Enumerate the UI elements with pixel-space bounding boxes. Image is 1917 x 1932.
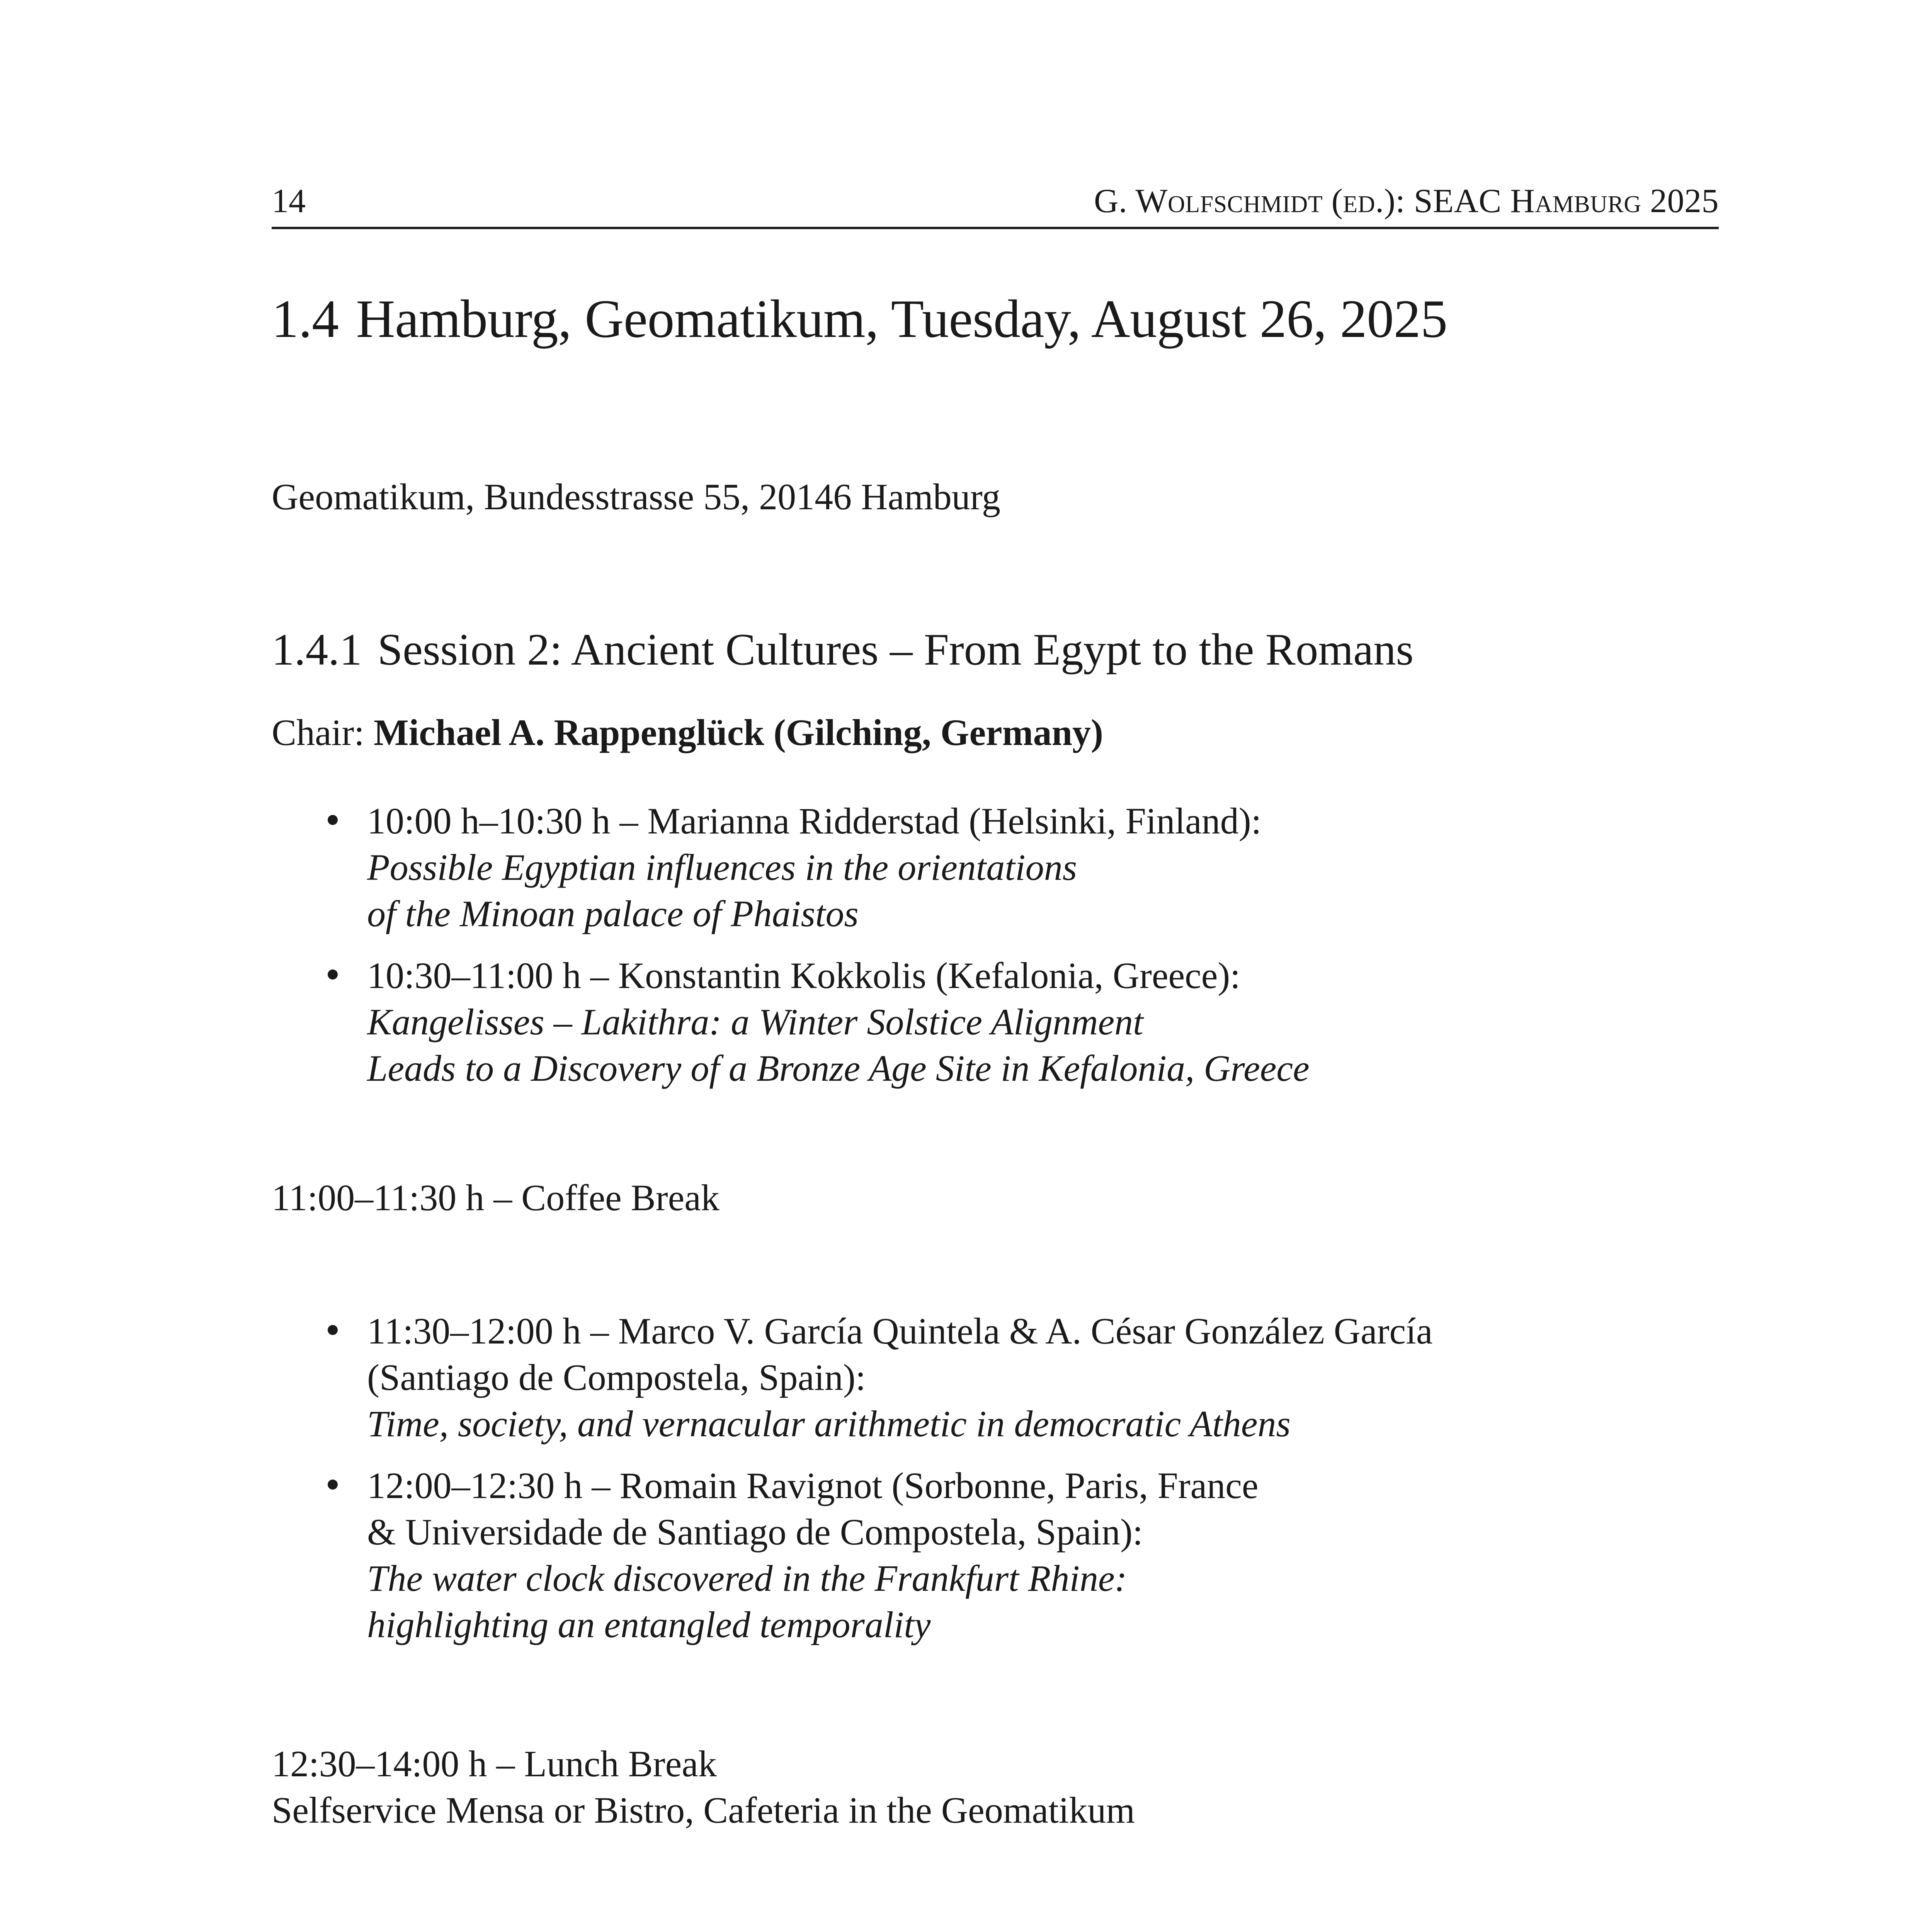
lunch-break-time: 12:30–14:00 h – Lunch Break	[272, 1743, 717, 1784]
subsection-title: Session 2: Ancient Cultures – From Egypt to the Romans	[378, 625, 1414, 675]
bullet-icon	[328, 815, 338, 825]
lunch-break-location: Selfservice Mensa or Bistro, Cafeteria in the Geomatikum	[272, 1789, 1135, 1831]
chair-label: Chair:	[272, 712, 364, 753]
chair-name: Michael A. Rappenglück (Gilching, Germany)	[373, 712, 1103, 753]
running-header-editor: G. Wolfschmidt (ed.):	[1094, 182, 1405, 220]
talk-title-line: Kangelisses – Lakithra: a Winter Solstice Alignment	[367, 1001, 1143, 1043]
talk-title-line: highlighting an entangled temporality	[367, 1604, 931, 1645]
talk-title-line: Leads to a Discovery of a Bronze Age Site in Kefalonia, Greece	[367, 1048, 1310, 1089]
talk-speaker: 10:00 h–10:30 h – Marianna Ridderstad (Helsinki, Finland):	[367, 800, 1262, 842]
running-header-event: SEAC	[1414, 182, 1502, 220]
bullet-icon	[328, 1480, 338, 1490]
talk-speaker: 11:30–12:00 h – Marco V. García Quintela & A. César González García	[367, 1310, 1433, 1352]
bullet-icon	[328, 969, 338, 980]
talk-list-afternoon	[328, 1930, 1303, 1932]
talk-speaker: 12:00–12:30 h – Romain Ravignot (Sorbonne, Paris, France	[367, 1465, 1259, 1506]
subsection-heading	[272, 624, 1414, 676]
list-item	[328, 1930, 1303, 1932]
list-item	[328, 798, 1310, 937]
subsection-number: 1.4.1	[272, 625, 362, 675]
talk-speaker-affiliation: & Universidade de Santiago de Compostela, Spain):	[367, 1511, 1143, 1553]
header-rule	[272, 227, 1719, 229]
section-heading	[272, 288, 1448, 350]
talk-title-line: Possible Egyptian influences in the orientations	[367, 847, 1077, 888]
page-number: 14	[272, 182, 306, 220]
list-item	[328, 1308, 1432, 1447]
running-header-year: 2025	[1650, 182, 1719, 220]
talk-speaker	[367, 1930, 1303, 1932]
running-header	[1094, 182, 1719, 221]
section-number: 1.4	[272, 289, 339, 349]
talk-speaker: 10:30–11:00 h – Konstantin Kokkolis (Kefalonia, Greece):	[367, 955, 1240, 996]
talk-title-line: Time, society, and vernacular arithmetic in democratic Athens	[367, 1403, 1291, 1444]
talk-list-morning	[328, 798, 1310, 1092]
coffee-break: 11:00–11:30 h – Coffee Break	[272, 1177, 720, 1218]
list-item	[328, 1463, 1432, 1648]
talk-title-line: The water clock discovered in the Frankfurt Rhine:	[367, 1558, 1127, 1599]
session-chair	[272, 711, 1103, 754]
talk-title-line: of the Minoan palace of Phaistos	[367, 893, 859, 934]
bullet-icon	[328, 1325, 338, 1335]
venue-address: Geomatikum, Bundesstrasse 55, 20146 Hamburg	[272, 476, 1001, 517]
running-header-city: Hamburg	[1510, 182, 1641, 220]
lunch-break	[272, 1741, 1135, 1833]
talk-speaker-affiliation: (Santiago de Compostela, Spain):	[367, 1357, 866, 1398]
talk-list-late-morning	[328, 1308, 1432, 1648]
section-title: Hamburg, Geomatikum, Tuesday, August 26, 2025	[356, 289, 1448, 349]
list-item	[328, 952, 1310, 1092]
